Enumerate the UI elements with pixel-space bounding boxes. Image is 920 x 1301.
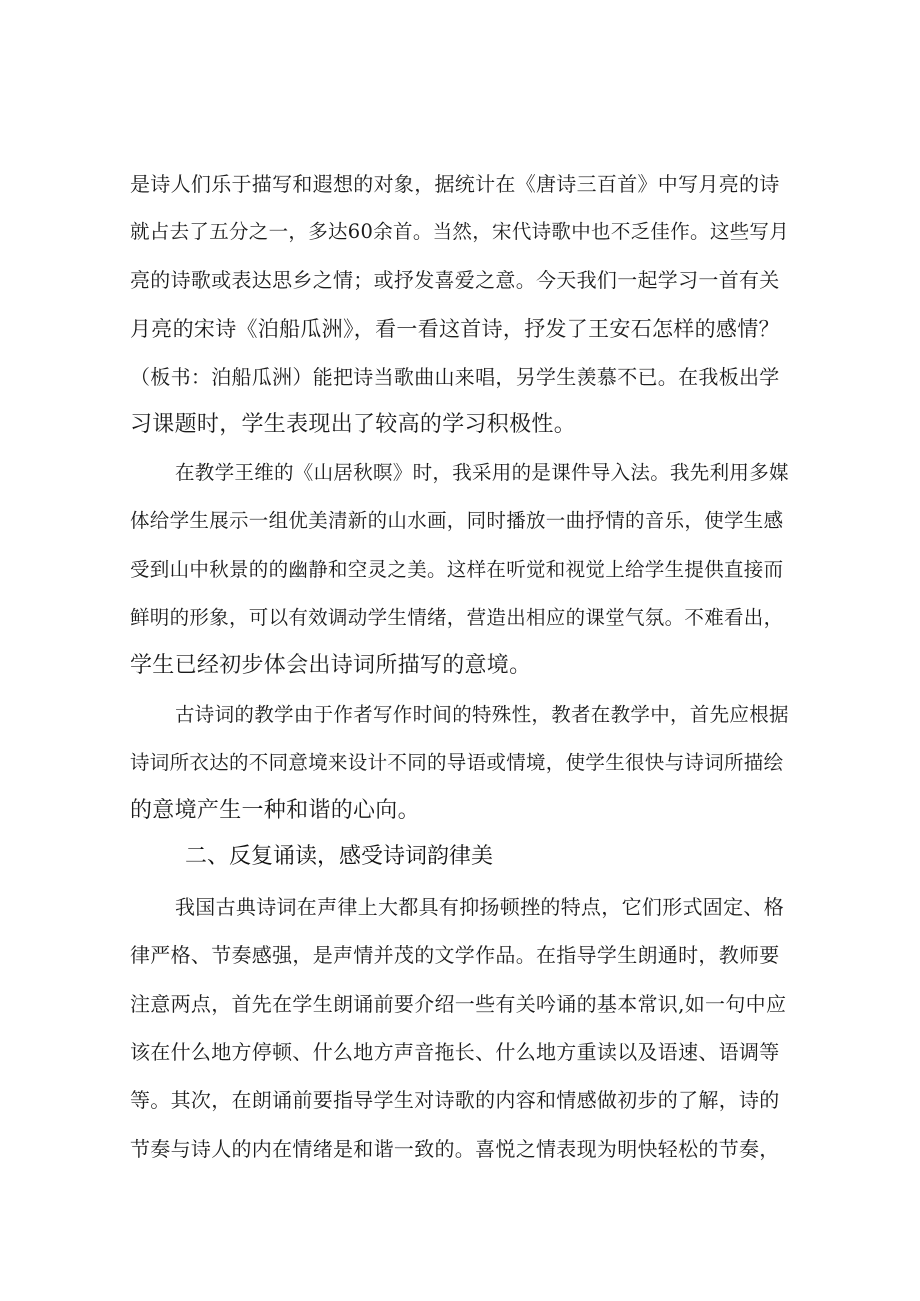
paragraph-3-line-1: 古诗词的教学由于作者写作时间的特殊性，教者在教学中，首先应根据	[175, 703, 789, 726]
section-heading: 二、反复诵读，感受诗词韵律美	[185, 844, 494, 869]
paragraph-2-line-3: 受到山中秋景的的幽静和空灵之美。这样在听觉和视觉上给学生提供直接而	[130, 558, 784, 581]
paragraph-1-line-5: （板书：泊船瓜洲）能把诗当歌曲山来唱，另学生羡慕不已。在我板出学	[130, 365, 780, 389]
paragraph-1-line-1: 是诗人们乐于描写和遐想的对象，据统计在《唐诗三百首》中写月亮的诗	[130, 172, 780, 196]
paragraph-4-line-5: 等。其次，在朗诵前要指导学生对诗歌的内容和情感做初步的了解，诗的	[130, 1088, 780, 1112]
paragraph-4-line-1: 我国古典诗词在声律上大都具有抑扬顿挫的特点，它们形式固定、格	[175, 895, 784, 919]
paragraph-1-line-4: 月亮的宋诗《泊船瓜洲》，看一看这首诗，抒发了王安石怎样的感情？	[130, 317, 780, 341]
paragraph-2-line-1: 在教学王维的《山居秋暝》时，我采用的是课件导入法。我先利用多媒	[175, 461, 789, 484]
paragraph-2-line-4: 鲜明的形象，可以有效调动学生情绪，营造出相应的课堂气氛。不难看出，	[130, 606, 784, 629]
paragraph-4-line-4: 该在什么地方停顿、什么地方声音拖长、什么地方重读以及语速、语调等	[130, 1040, 780, 1064]
paragraph-3-line-3: 的意境产生一种和谐的心向。	[130, 798, 420, 823]
paragraph-4-line-6: 节奏与诗人的内在情绪是和谐一致的。喜悦之情表现为明快轻松的节奏，	[130, 1137, 780, 1161]
paragraph-2-line-5: 学生已经初步体会出诗词所描写的意境。	[130, 653, 532, 678]
paragraph-3-line-2: 诗词所衣达的不同意境来设计不同的导语或情境，使学生很快与诗词所描绘	[130, 751, 784, 774]
paragraph-4-line-3: 注意两点，首先在学生朗诵前要介绍一些有关吟诵的基本常识,如一句中应	[130, 992, 787, 1016]
paragraph-1-line-6: 习课题时，学生表现出了较高的学习积极性。	[130, 412, 577, 437]
paragraph-2-line-2: 体给学生展示一组优美清新的山水画，同时播放一曲抒情的音乐，使学生感	[130, 509, 784, 532]
paragraph-1-line-3: 亮的诗歌或表达思乡之情；或抒发喜爱之意。今天我们一起学习一首有关	[130, 268, 780, 292]
paragraph-1-line-2: 就占去了五分之一，多达60余首。当然，宋代诗歌中也不乏佳作。这些写月	[130, 220, 790, 243]
paragraph-4-line-2: 律严格、节奏感强，是声情并茂的文学作品。在指导学生朗通时，教师要	[130, 943, 780, 967]
